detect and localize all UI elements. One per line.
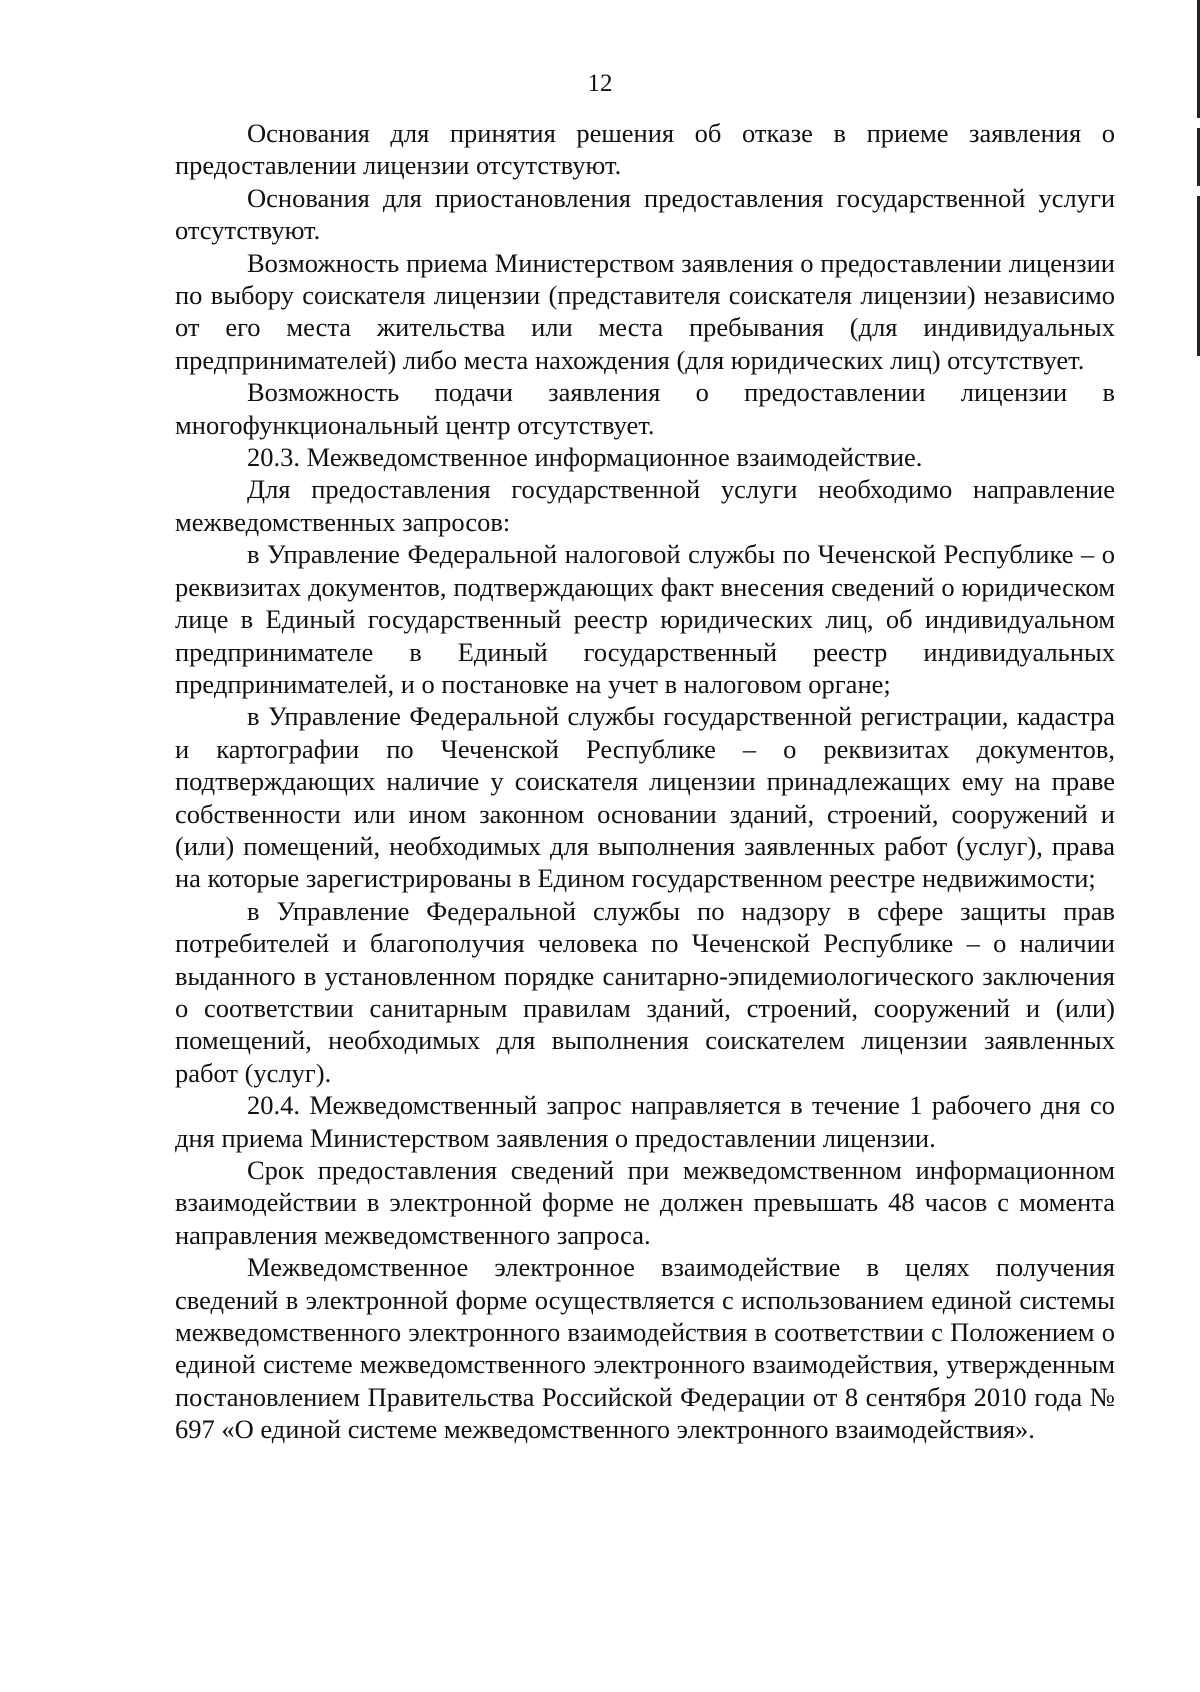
- paragraph: Для предоставления государственной услуги необходимо направление межведомственных запросов:: [175, 474, 1115, 537]
- section-heading: 20.3. Межведомственное информационное взаимодействие.: [247, 442, 923, 473]
- paragraph: в Управление Федеральной службы по надзору в сфере защиты прав потребителей и благополучия человека по Чеченской Республике – о наличии выданного в установленном порядке санитарно-эпидемиологического заключения о соответствии санитарным правилам зданий, строений, сооружений и (или) помещений, необходимых для выполнения соискателем лицензии заявленных работ (услуг).: [175, 895, 1115, 1088]
- paragraph: Основания для приостановления предоставления государственной услуги отсутствуют.: [175, 182, 1115, 246]
- paragraph: в Управление Федеральной налоговой службы по Чеченской Республике – о реквизитах документов, подтверждающих факт внесения сведений о юридическом лице в Единый государственный реестр юридических лиц, об индивидуальном предпринимателе в Единый государственный реестр индивидуальных предпринимателей, и о постановке на учет в налоговом органе;: [175, 539, 1115, 699]
- paragraph: Возможность подачи заявления о предоставлении лицензии в многофункциональный центр отсутствует.: [175, 377, 1115, 440]
- paragraph: Основания для принятия решения об отказе в приеме заявления о предоставлении лицензии отсутствуют.: [175, 118, 1115, 181]
- paragraph: Межведомственное электронное взаимодействие в целях получения сведений в электронной форме осуществляется с использованием единой системы межведомственного электронного взаимодействия в соответствии с Положением о единой системе межведомственного электронного взаимодействия, утвержденным постановлением Правительства Российской Федерации от 8 сентября 2010 года № 697 «О единой системе межведомственного электронного взаимодействия».: [175, 1252, 1115, 1445]
- paragraph: Возможность приема Министерством заявления о предоставлении лицензии по выбору соискателя лицензии (представителя соискателя лицензии) независимо от его места жительства или места пребывания (для индивидуальных предпринимателей) либо места нахождения (для юридических лиц) отсутствует.: [175, 247, 1115, 375]
- page-number: 12: [587, 70, 613, 97]
- document-body: [175, 117, 1115, 1446]
- paragraph: в Управление Федеральной службы государственной регистрации, кадастра и картографии по Чеченской Республике – о реквизитах документов, подтверждающих наличие у соискателя лицензии принадлежащих ему на праве собственности или ином законном основании зданий, строений, сооружений и (или) помещений, необходимых для выполнения заявленных работ (услуг), права на которые зарегистрированы в Едином государственном реестре недвижимости;: [175, 701, 1115, 894]
- paragraph: Срок предоставления сведений при межведомственном информационном взаимодействии в электронной форме не должен превышать 48 часов с момента направления межведомственного запроса.: [175, 1155, 1115, 1250]
- paragraph: 20.4. Межведомственный запрос направляется в течение 1 рабочего дня со дня приема Министерством заявления о предоставлении лицензии.: [175, 1090, 1115, 1153]
